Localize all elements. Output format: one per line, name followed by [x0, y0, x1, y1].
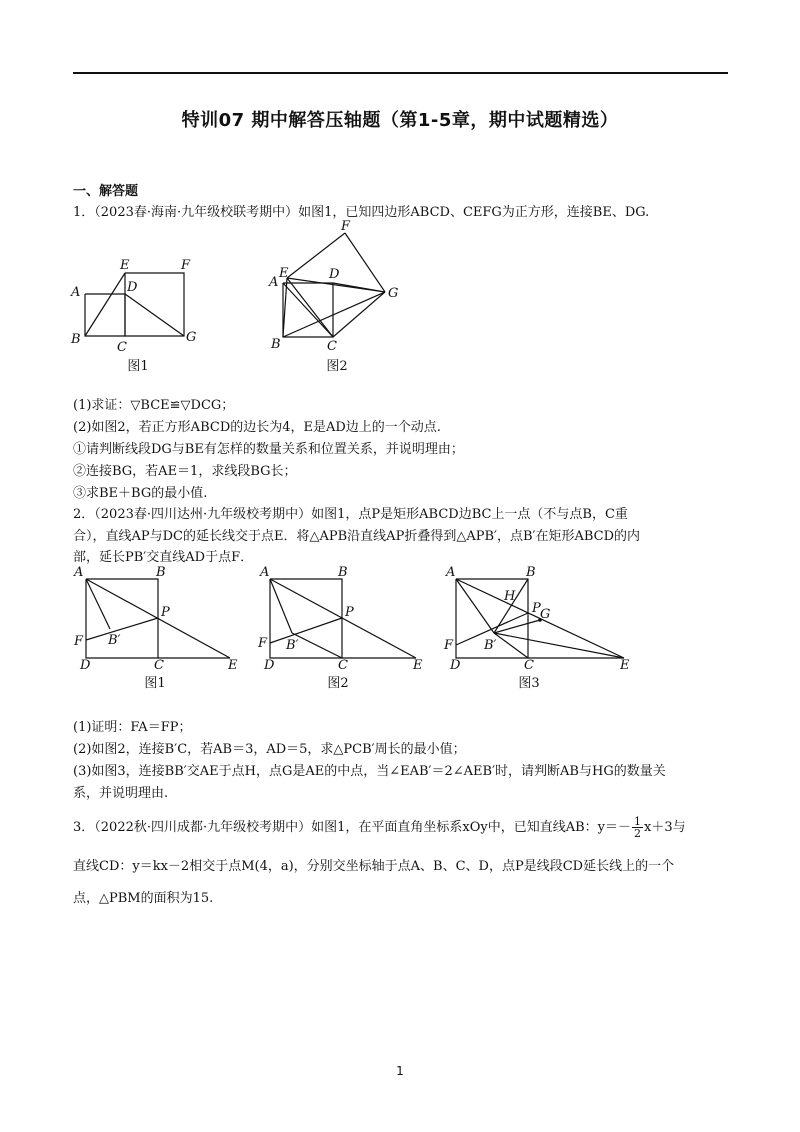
- q1f2-label-C: C: [327, 339, 337, 354]
- q1f2-label-B: B: [271, 337, 281, 352]
- q2f1-label-P: P: [161, 605, 170, 620]
- q2-fig1-caption: 图1: [144, 676, 166, 691]
- q2f3-label-F: F: [444, 638, 454, 653]
- q2f2-label-F: F: [258, 636, 268, 651]
- q2f3-label-E: E: [620, 658, 630, 673]
- q3-line1-b: x＋3与: [644, 820, 686, 835]
- q1f1-label-A: A: [71, 285, 81, 300]
- q3-line3: 点，△PBM的面积为15.: [73, 891, 214, 906]
- q2f3-label-P: P: [532, 601, 541, 616]
- q2-figure-3: [444, 565, 644, 673]
- q2f3-label-G: G: [540, 607, 551, 622]
- q1-part1: (1)求证：▽BCE≌▽DCG；: [73, 398, 235, 413]
- q2f2-label-C: C: [338, 658, 348, 673]
- q2f3-label-C: C: [524, 658, 534, 673]
- q2-part2: (2)如图2，连接B′C，若AB＝3，AD＝5，求△PCB′周长的最小值；: [73, 742, 466, 757]
- q2f2-label-Bp: B′: [286, 638, 299, 653]
- q2-stem-line3: 部，延长PB′交直线AD于点F．: [73, 550, 254, 565]
- q1-fig1-caption: 图1: [127, 359, 149, 374]
- q2f3-label-H: H: [504, 589, 516, 604]
- q3-line1-a: 3．（2022秋·四川成都·九年级校考期中）如图1，在平面直角坐标系xOy中，已知直线AB：y＝－: [73, 820, 632, 835]
- q2f1-label-B: B: [156, 565, 166, 580]
- q2f1-label-D: D: [80, 658, 91, 673]
- q1-sub2: ②连接BG，若AE＝1，求线段BG长；: [73, 464, 297, 479]
- q1-part2: (2)如图2，若正方形ABCD的边长为4，E是AD边上的一个动点.: [73, 420, 441, 435]
- q2f1-label-Bp: B′: [108, 633, 121, 648]
- q3-fraction: [632, 816, 643, 839]
- q1f1-label-B: B: [71, 332, 81, 347]
- q2f1-label-C: C: [154, 658, 164, 673]
- q1-fig2-caption: 图2: [326, 359, 348, 374]
- q2f1-label-F: F: [74, 634, 84, 649]
- q3-fraction-numerator: 1: [634, 815, 642, 828]
- q3-line2: 直线CD：y＝kx－2相交于点M(4，a)，分别交坐标轴于点A、B、C、D，点P是线段CD延长线上的一个: [73, 859, 675, 874]
- q1f2-label-G: G: [388, 286, 399, 301]
- q2f2-label-D: D: [264, 658, 275, 673]
- page-title: 特训07 期中解答压轴题（第1-5章，期中试题精选）: [181, 110, 619, 131]
- q1-stem: 1．（2023春·海南·九年级校联考期中）如图1，已知四边形ABCD、CEFG为正方形，连接BE、DG.: [73, 205, 650, 220]
- q1-sub1: ①请判断线段DG与BE有怎样的数量关系和位置关系，并说明理由；: [73, 442, 464, 457]
- q2f2-label-P: P: [345, 605, 354, 620]
- q2f3-label-B: B: [526, 565, 536, 580]
- q1-figure-2: [265, 219, 405, 354]
- q1-sub3: ③求BE＋BG的最小值.: [73, 486, 208, 501]
- q3-line1: [73, 816, 686, 839]
- q1f2-label-A: A: [269, 275, 279, 290]
- q2-figure-2: [258, 565, 438, 673]
- q1f1-label-C: C: [117, 340, 127, 355]
- q2-figure-1: [70, 565, 250, 673]
- q2f1-label-E: E: [228, 658, 238, 673]
- q2f2-label-B: B: [338, 565, 348, 580]
- q1f1-label-G: G: [186, 330, 197, 345]
- q2-part3-line1: (3)如图3，连接BB′交AE于点H，点G是AE的中点，当∠EAB′＝2∠AEB′时，请判断AB与HG的数量关: [73, 764, 666, 779]
- q2-part1: (1)证明：FA＝FP；: [73, 720, 192, 735]
- q2f3-label-D: D: [450, 658, 461, 673]
- q1f2-label-F: F: [341, 219, 351, 234]
- q2f3-label-A: A: [446, 565, 456, 580]
- top-rule: [73, 72, 728, 74]
- q1f1-label-F: F: [181, 258, 191, 273]
- q3-fraction-denominator: 2: [634, 827, 642, 840]
- section-heading: 一、解答题: [73, 184, 139, 199]
- q2f3-label-Bp: B′: [484, 638, 497, 653]
- q1-figure-1: [70, 255, 210, 355]
- q1f2-label-E: E: [279, 266, 289, 281]
- q2-stem-line2: 合），直线AP与DC的延长线交于点E．将△APB沿直线AP折叠得到△APB′，点B′在矩形ABCD的内: [73, 529, 641, 544]
- q2-fig3-caption: 图3: [518, 676, 540, 691]
- q2f1-label-A: A: [74, 565, 84, 580]
- q2-fig2-caption: 图2: [327, 676, 349, 691]
- q1f1-label-D: D: [127, 280, 138, 295]
- q2-part3-line2: 系，并说明理由.: [73, 786, 169, 801]
- q1f2-label-D: D: [329, 267, 340, 282]
- q2f2-label-A: A: [260, 565, 270, 580]
- q1f1-label-E: E: [120, 258, 130, 273]
- q2f2-label-E: E: [413, 658, 423, 673]
- page-number: 1: [396, 1064, 404, 1078]
- q2-stem-line1: 2．（2023春·四川达州·九年级校考期中）如图1，点P是矩形ABCD边BC上一点（不与点B，C重: [73, 507, 628, 522]
